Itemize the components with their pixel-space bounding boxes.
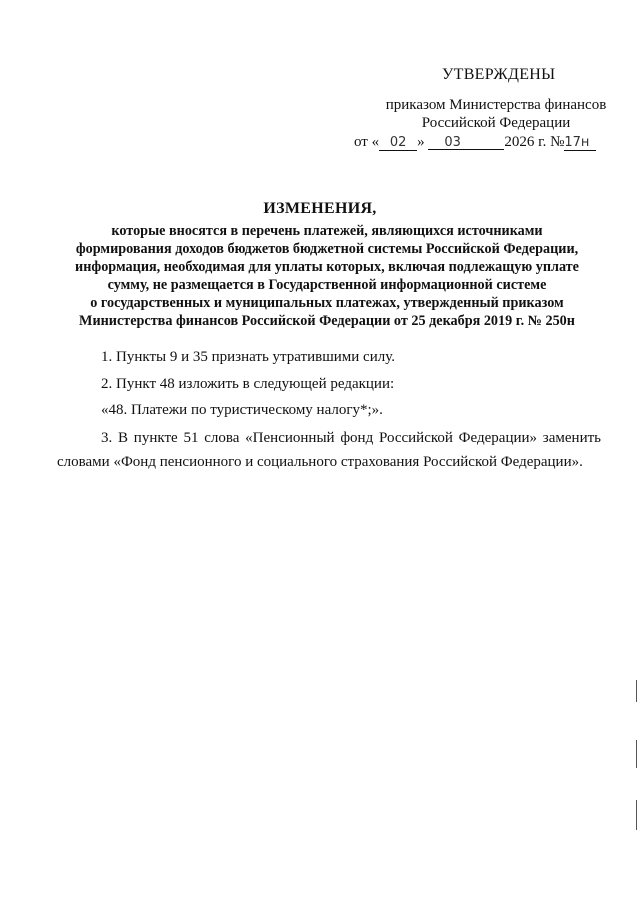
paragraph-2-quote: «48. Платежи по туристическому налогу*;». xyxy=(101,402,383,418)
paragraph-2: 2. Пункт 48 изложить в следующей редакции: xyxy=(101,376,395,392)
subtitle-line: которые вносятся в перечень платежей, являющихся источниками xyxy=(111,223,543,239)
approval-line-1: приказом Министерства финансов xyxy=(385,97,607,113)
date-year: 2026 г. № xyxy=(504,134,565,150)
scan-margin-marks xyxy=(636,680,640,840)
date-day-field: 02 xyxy=(379,135,417,151)
document-subtitle xyxy=(64,222,590,330)
subtitle-line: о государственных и муниципальных платежах, утвержденный приказом xyxy=(90,295,564,311)
paragraph-1: 1. Пункты 9 и 35 признать утратившими силу. xyxy=(101,349,395,365)
approval-heading: УТВЕРЖДЕНЫ xyxy=(442,66,556,83)
subtitle-line: формирования доходов бюджетов бюджетной системы Российской Федерации, xyxy=(75,241,579,257)
approval-line-2: Российской Федерации xyxy=(421,115,571,131)
subtitle-line: сумму, не размещается в Государственной информационной системе xyxy=(107,277,547,293)
approval-date-line xyxy=(354,134,596,151)
scan-mark xyxy=(636,800,637,830)
subtitle-line: информация, необходимая для уплаты которых, включая подлежащую уплате xyxy=(75,259,579,275)
order-number-field: 17н xyxy=(564,135,596,151)
paragraph-3-line-2: словами «Фонд пенсионного и социального страхования Российской Федерации». xyxy=(57,454,583,470)
paragraph-3-line-1: 3. В пункте 51 слова «Пенсионный фонд Российской Федерации» заменить xyxy=(101,430,601,446)
date-mid: » xyxy=(417,134,425,150)
date-month-field: 03 xyxy=(428,135,504,150)
document-title: ИЗМЕНЕНИЯ, xyxy=(263,200,377,217)
scan-mark xyxy=(636,740,637,768)
scan-mark xyxy=(636,680,637,702)
subtitle-line: Министерства финансов Российской Федерации от 25 декабря 2019 г. № 250н xyxy=(79,313,575,329)
date-prefix: от « xyxy=(354,134,380,150)
approval-authority xyxy=(380,96,612,132)
